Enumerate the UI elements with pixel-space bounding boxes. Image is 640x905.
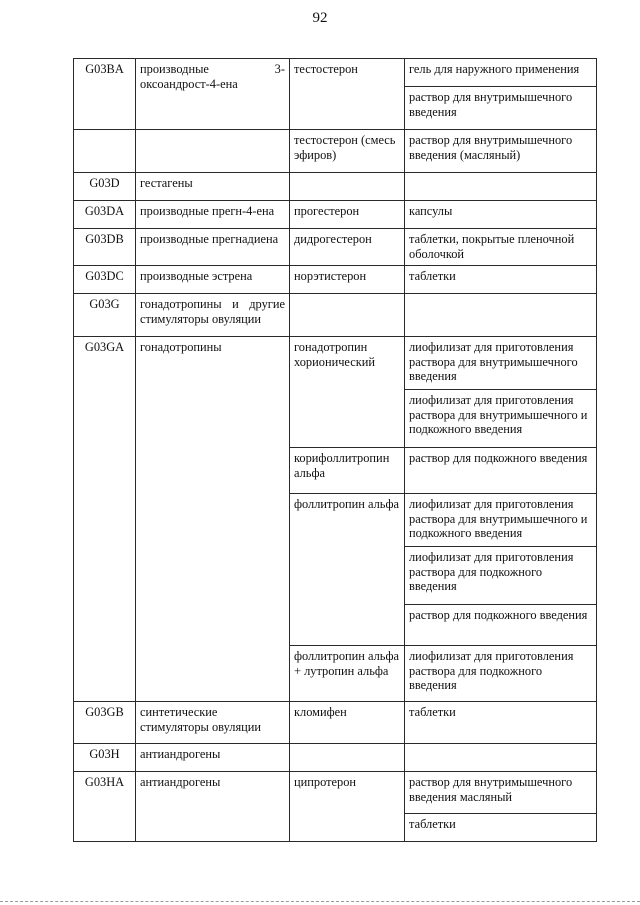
atc-code-cell: G03DA (74, 201, 136, 229)
pharmacological-group-cell: гонадотропины и другие стимуляторы овуляции (136, 294, 290, 337)
dosage-form-cell: капсулы (405, 201, 597, 229)
dosage-form-cell: лиофилизат для приготовления раствора для внутримышечного и подкожного введения (405, 390, 597, 448)
pharmacological-group-cell: производные прегн-4-ена (136, 201, 290, 229)
drug-name-cell: тестостерон (290, 59, 405, 130)
dosage-form-cell (405, 744, 597, 772)
drug-name-cell: ципротерон (290, 772, 405, 842)
dosage-form-cell: таблетки (405, 702, 597, 744)
dosage-form-cell: лиофилизат для приготовления раствора для внутримышечного введения (405, 337, 597, 390)
drug-name-cell (290, 294, 405, 337)
atc-code-cell: G03GA (74, 337, 136, 702)
dosage-form-cell: раствор для внутримышечного введения (масляный) (405, 130, 597, 173)
table-row (74, 772, 597, 814)
pharmacological-group-cell: антиандрогены (136, 772, 290, 842)
drug-name-cell (290, 744, 405, 772)
atc-code-cell (74, 130, 136, 173)
atc-code-cell: G03HA (74, 772, 136, 842)
dosage-form-cell: гель для наружного применения (405, 59, 597, 87)
atc-code-cell: G03D (74, 173, 136, 201)
table-row (74, 266, 597, 294)
pharmacological-group-cell (136, 130, 290, 173)
pharmacological-group-cell: производные прегнадиена (136, 229, 290, 266)
drug-name-cell: гонадотропин хорионический (290, 337, 405, 448)
drug-name-cell (290, 173, 405, 201)
table-row (74, 229, 597, 266)
atc-code-cell: G03H (74, 744, 136, 772)
table-row (74, 201, 597, 229)
dosage-form-cell: раствор для подкожного введения (405, 448, 597, 494)
dosage-form-cell: таблетки (405, 814, 597, 842)
drug-name-cell: корифоллитропин альфа (290, 448, 405, 494)
drug-name-cell: кломифен (290, 702, 405, 744)
dosage-form-cell (405, 173, 597, 201)
drug-name-cell: дидрогестерон (290, 229, 405, 266)
dosage-form-cell: раствор для внутримышечного введения масляный (405, 772, 597, 814)
page-bottom-divider (0, 901, 640, 902)
table-row (74, 173, 597, 201)
dosage-form-cell: раствор для подкожного введения (405, 605, 597, 646)
pharmacological-group-cell: антиандрогены (136, 744, 290, 772)
atc-code-cell: G03G (74, 294, 136, 337)
drug-name-cell: прогестерон (290, 201, 405, 229)
dosage-form-cell: раствор для внутримышечного введения (405, 87, 597, 130)
drug-name-cell: тестостерон (смесь эфиров) (290, 130, 405, 173)
drug-name-cell: норэтистерон (290, 266, 405, 294)
atc-code-cell: G03DB (74, 229, 136, 266)
pharmacological-group-cell: производные эстрена (136, 266, 290, 294)
dosage-form-cell (405, 294, 597, 337)
atc-code-cell: G03DC (74, 266, 136, 294)
pharmacological-group-cell: гонадотропины (136, 337, 290, 702)
dosage-form-cell: лиофилизат для приготовления раствора для подкожного введения (405, 646, 597, 702)
table-row (74, 130, 597, 173)
table-row (74, 294, 597, 337)
dosage-form-cell: лиофилизат для приготовления раствора для подкожного введения (405, 547, 597, 605)
table-row (74, 59, 597, 87)
dosage-form-cell: таблетки (405, 266, 597, 294)
dosage-form-cell: таблетки, покрытые пленочной оболочкой (405, 229, 597, 266)
pharmacological-group-cell: синтетические стимуляторы овуляции (136, 702, 290, 744)
page-number: 92 (312, 10, 328, 26)
drug-name-cell: фоллитропин альфа (290, 494, 405, 646)
medication-table (73, 58, 597, 842)
table-row (74, 337, 597, 390)
drug-name-cell: фоллитропин альфа + лутропин альфа (290, 646, 405, 702)
atc-code-cell: G03BA (74, 59, 136, 130)
pharmacological-group-cell: гестагены (136, 173, 290, 201)
dosage-form-cell: лиофилизат для приготовления раствора для внутримышечного и подкожного введения (405, 494, 597, 547)
pharmacological-group-cell: производные 3-оксоандрост-4-ена (136, 59, 290, 130)
table-row (74, 744, 597, 772)
atc-code-cell: G03GB (74, 702, 136, 744)
table-row (74, 702, 597, 744)
